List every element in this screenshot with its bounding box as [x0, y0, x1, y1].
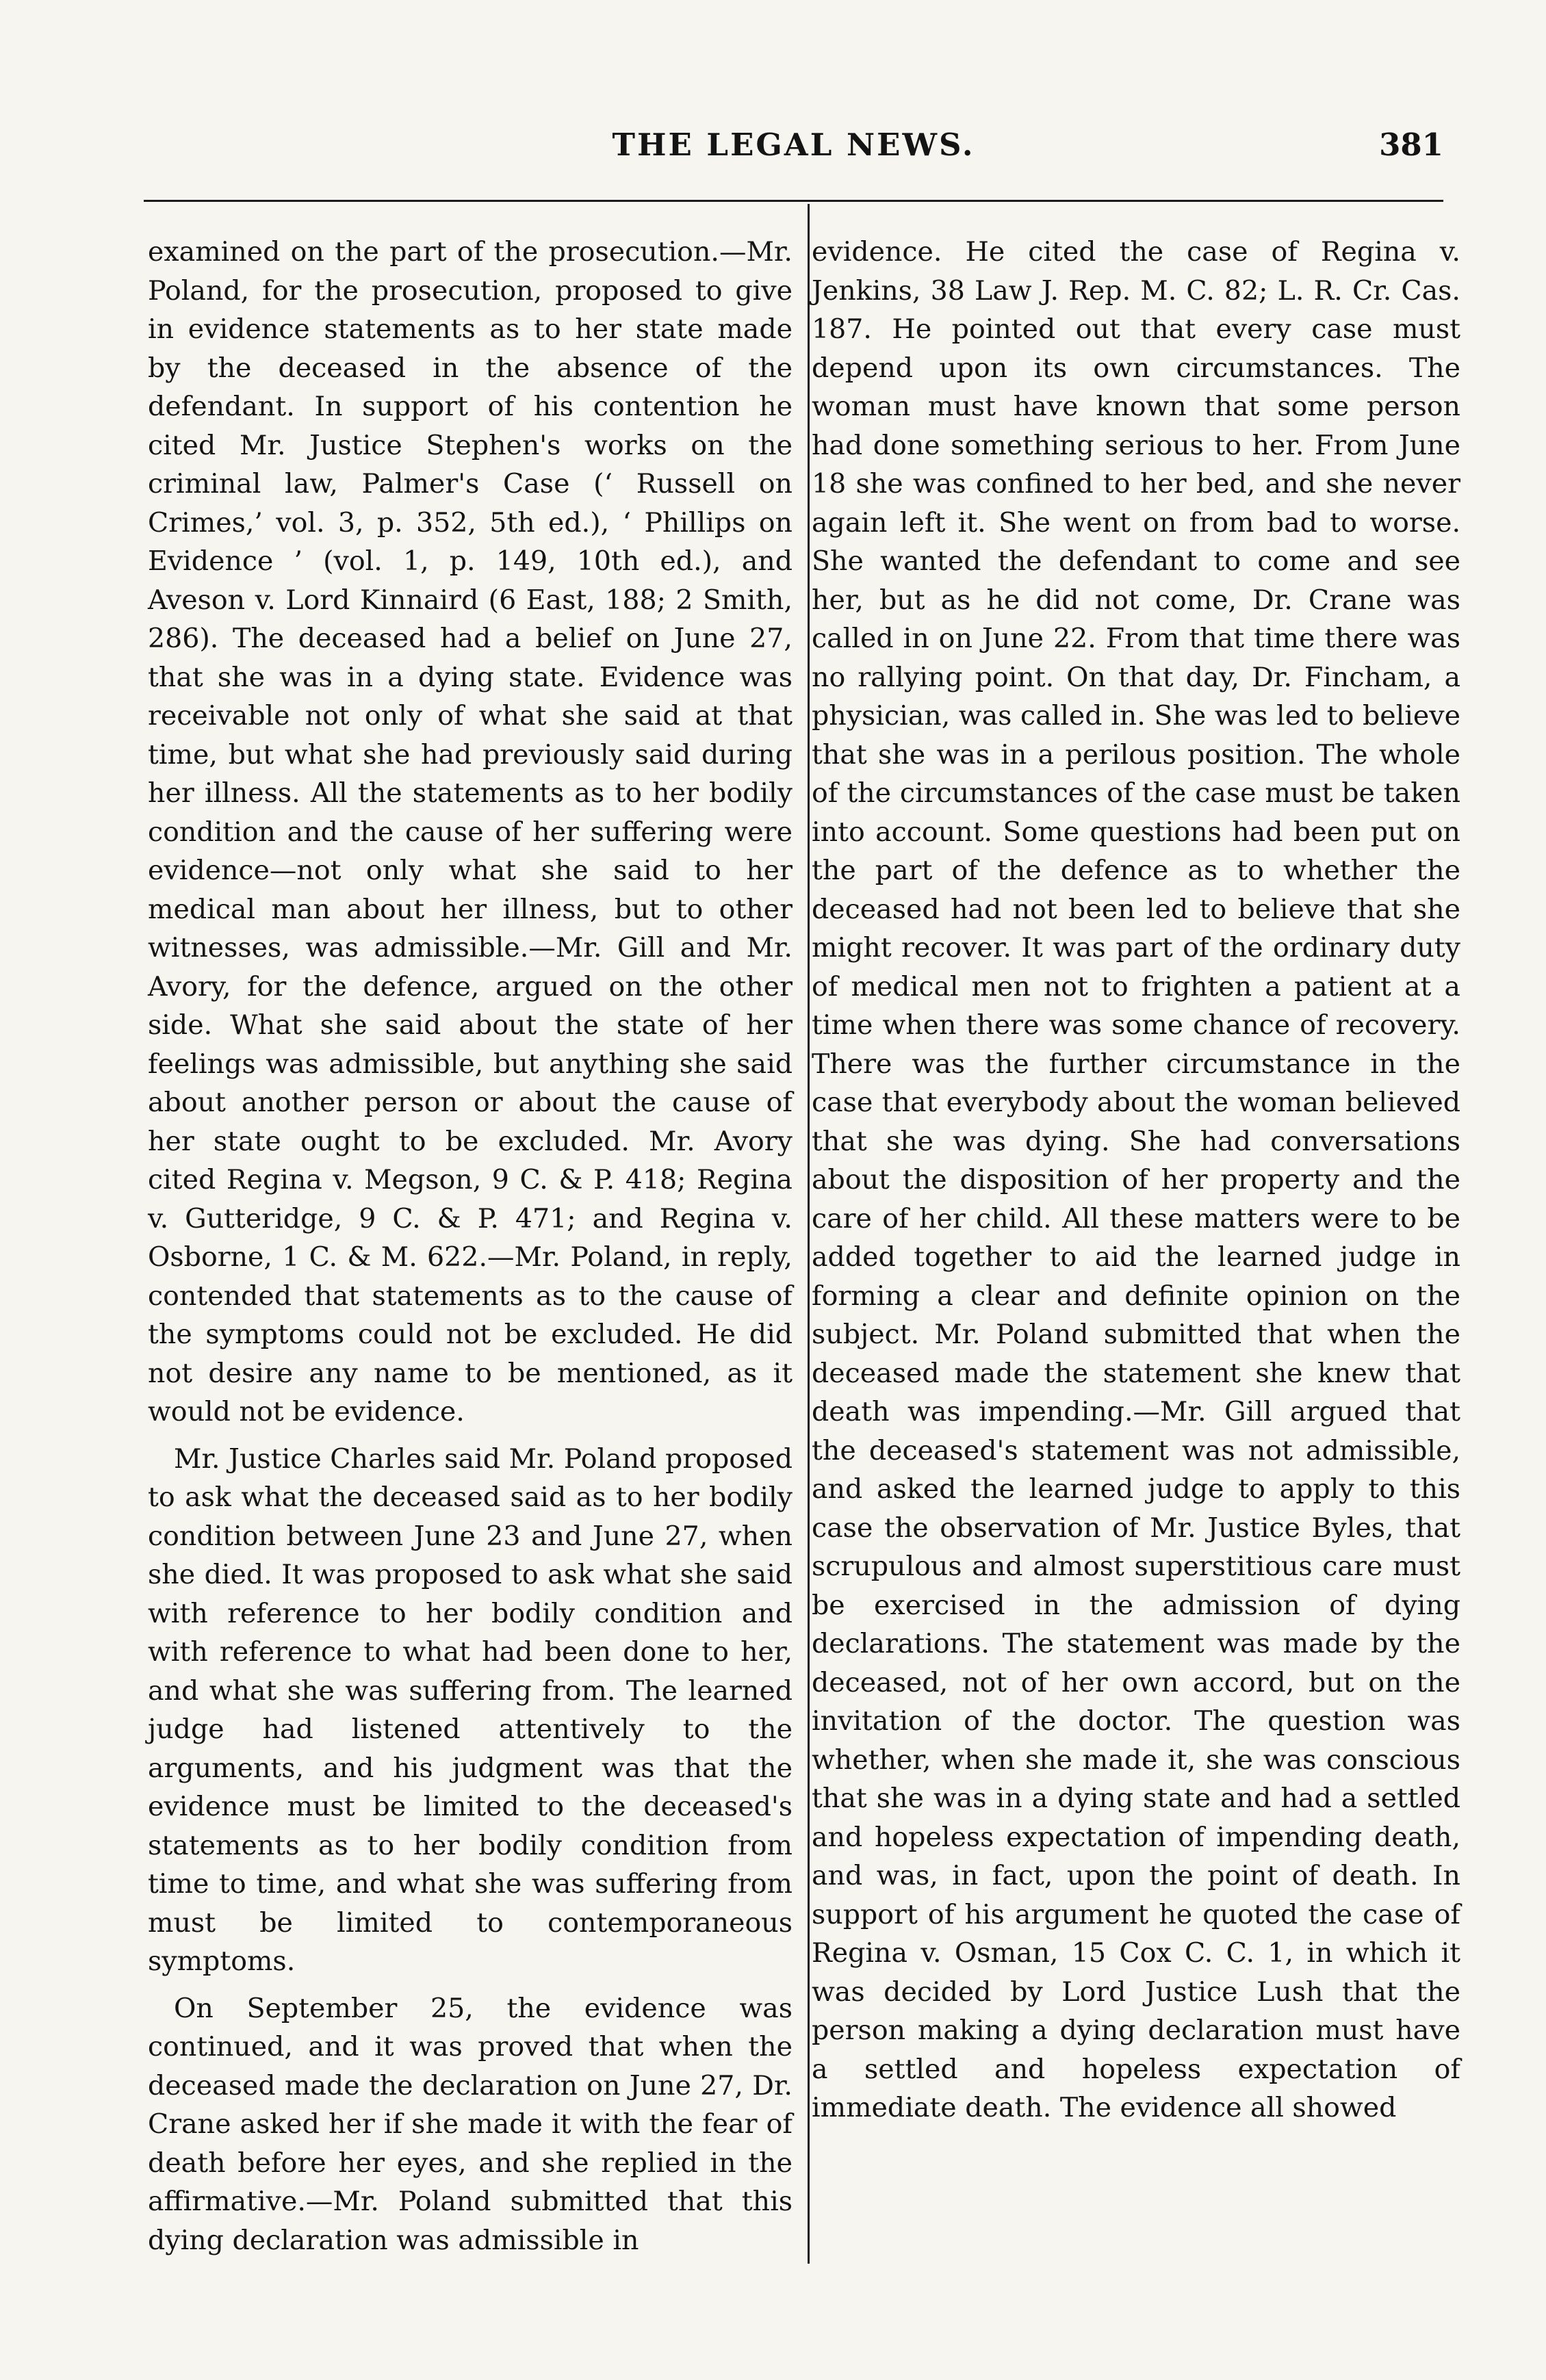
page-number: 381	[1379, 127, 1443, 163]
running-head: THE LEGAL NEWS.	[612, 127, 975, 163]
right-paragraph-1: evidence. He cited the case of Regina v. Jenkins, 38 Law J. Rep. M. C. 82; L. R. Cr. Cas. 187. He pointed out that every case must depend upon its own circumstances. The woman must have known that some person had done something serious to her. From June 18 she was confined to her bed, and she never again left it. She went on from bad to worse. She wanted the defendant to come and see her, but as he did not come, Dr. Crane was called in on June 22. From that time there was no rallying point. On that day, Dr. Fincham, a physician, was called in. She was led to believe that she was in a perilous position. The whole of the circumstances of the case must be taken into account. Some questions had been put on the part of the defence as to whether the deceased had not been led to believe that she might recover. It was part of the ordinary duty of medical men not to frighten a patient at a time when there was some chance of recovery. There was the further circumstance in the case that everybody about the woman believed that she was dying. She had conversations about the disposition of her property and the care of her child. All these matters were to be added together to aid the learned judge in forming a clear and definite opinion on the subject. Mr. Poland submitted that when the deceased made the statement she knew that death was impending.—Mr. Gill argued that the deceased's statement was not admissible, and asked the learned judge to apply to this case the observation of Mr. Justice Byles, that scrupulous and almost superstitious care must be exercised in the admission of dying declarations. The statement was made by the deceased, not of her own accord, but on the invitation of the doctor. The question was whether, when she made it, she was conscious that she was in a dying state and had a settled and hopeless expectation of impending death, and was, in fact, upon the point of death. In support of his argument he quoted the case of Regina v. Osman, 15 Cox C. C. 1, in which it was decided by Lord Justice Lush that the person making a dying declaration must have a settled and hopeless expectation of immediate death. The evidence all showed	[812, 236, 1460, 2123]
left-paragraph-1: examined on the part of the prosecution.—Mr. Poland, for the prosecution, proposed to give in evidence statements as to her state made by the deceased in the absence of the defendant. In support of his contention he cited Mr. Justice Stephen's works on the criminal law, Palmer's Case (‘ Russell on Crimes,’ vol. 3, p. 352, 5th ed.), ‘ Phillips on Evidence ’ (vol. 1, p. 149, 10th ed.), and Aveson v. Lord Kinnaird (6 East, 188; 2 Smith, 286). The deceased had a belief on June 27, that she was in a dying state. Evidence was receivable not only of what she said at that time, but what she had previously said during her illness. All the statements as to her bodily condition and the cause of her suffering were evidence—not only what she said to her medical man about her illness, but to other witnesses, was admissible.—Mr. Gill and Mr. Avory, for the defence, argued on the other side. What she said about the state of her feelings was admissible, but anything she said about another person or about the cause of her state ought to be excluded. Mr. Avory cited Regina v. Megson, 9 C. & P. 418; Regina v. Gutteridge, 9 C. & P. 471; and Regina v. Osborne, 1 C. & M. 622.—Mr. Poland, in reply, contended that statements as to the cause of the symptoms could not be excluded. He did not desire any name to be mentioned, as it would not be evidence.	[148, 236, 793, 1427]
left-column	[148, 233, 793, 2260]
page-header	[144, 127, 1443, 174]
header-rule	[144, 200, 1443, 202]
column-divider	[808, 204, 810, 2264]
left-paragraph-2: Mr. Justice Charles said Mr. Poland proposed to ask what the deceased said as to her bodily condition between June 23 and June 27, when she died. It was proposed to ask what she said with reference to her bodily condition and with reference to what had been done to her, and what she was suffering from. The learned judge had listened attentively to the arguments, and his judgment was that the evidence must be limited to the deceased's statements as to her bodily condition from time to time, and what she was suffering from must be limited to contemporaneous symptoms.	[148, 1443, 793, 1977]
left-paragraph-3: On September 25, the evidence was continued, and it was proved that when the deceased made the declaration on June 27, Dr. Crane asked her if she made it with the fear of death before her eyes, and she replied in the affirmative.—Mr. Poland submitted that this dying declaration was admissible in	[148, 1992, 793, 2256]
right-column	[812, 233, 1460, 2127]
